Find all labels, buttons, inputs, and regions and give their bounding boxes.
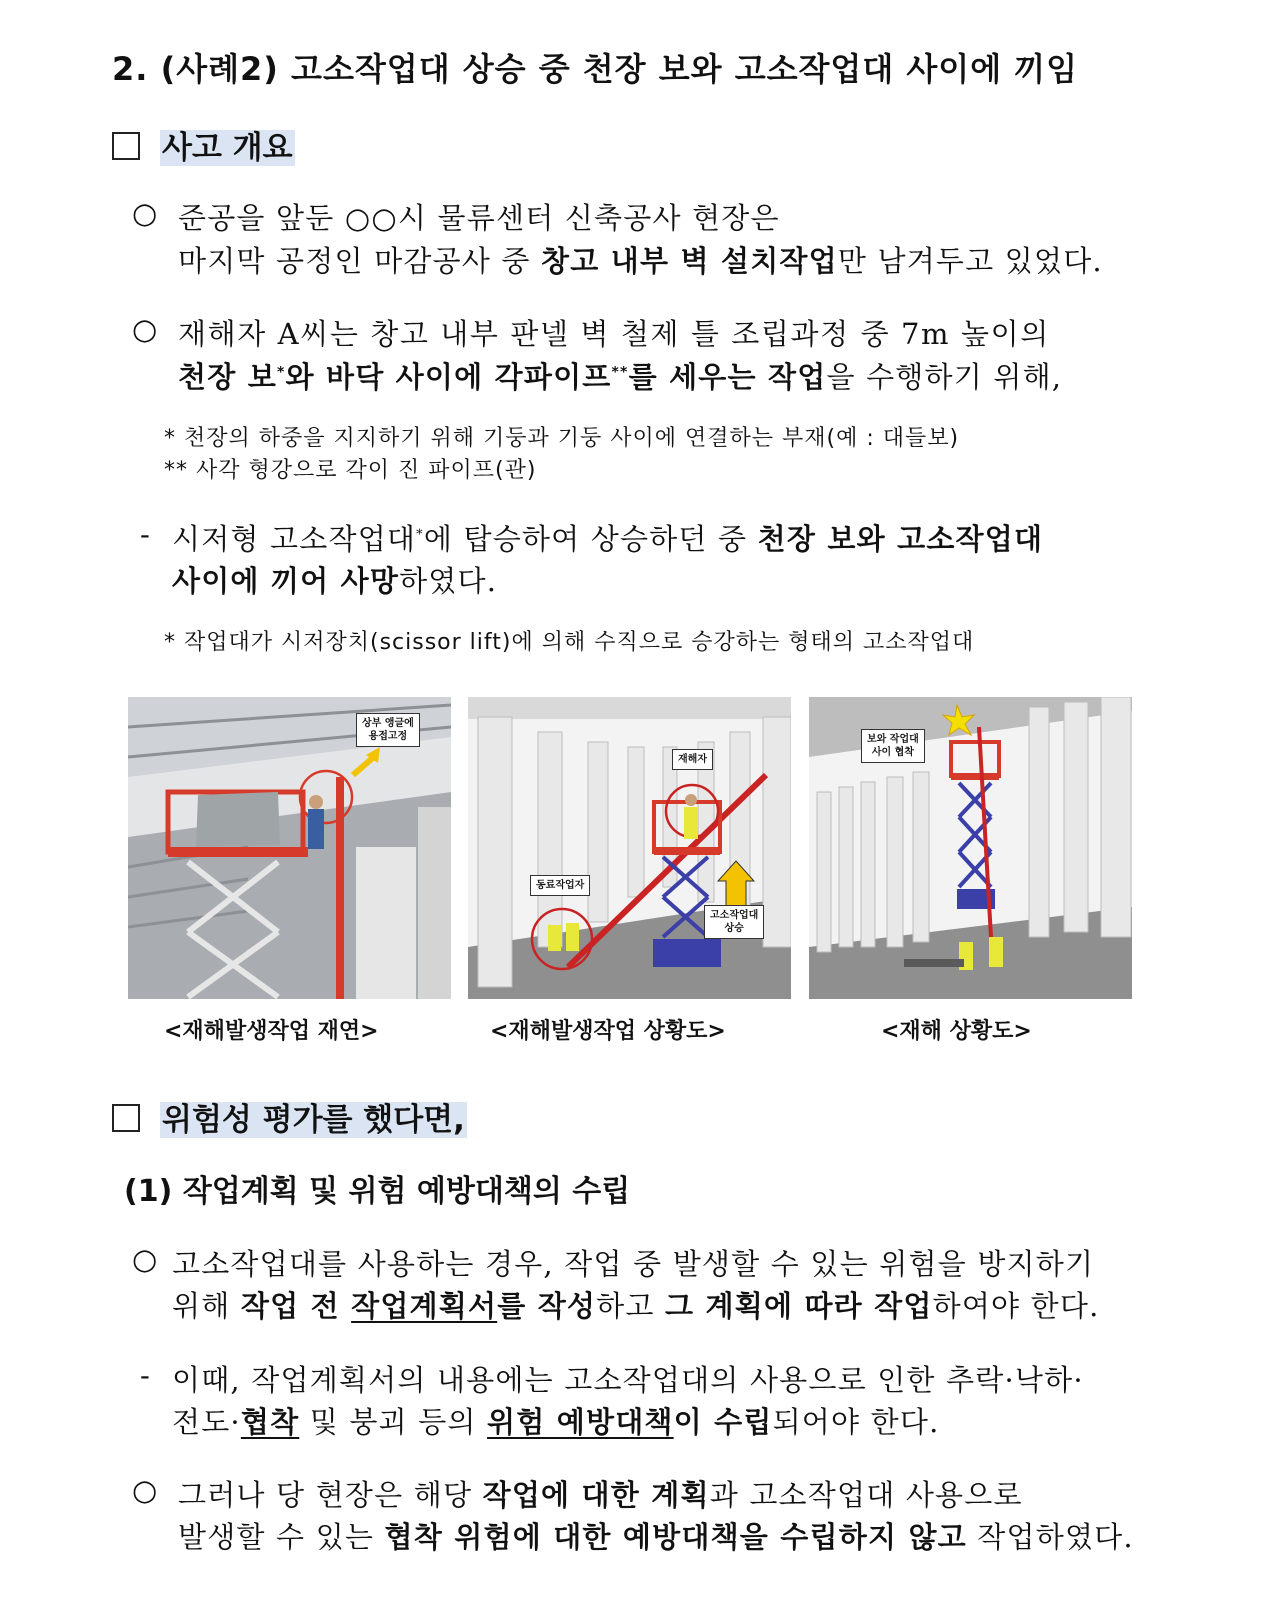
text-run: 발생할 수 있는 (178, 1520, 385, 1554)
figure-accident-diagram (809, 697, 1132, 999)
text-run: 하고 (596, 1289, 665, 1323)
section-heading-label: 사고 개요 (162, 130, 293, 166)
text-run: 되어야 한다. (772, 1405, 940, 1439)
bold-text: 를 작성 (497, 1289, 597, 1323)
paragraph-line (178, 1515, 1134, 1556)
paragraph-line (172, 1284, 1100, 1325)
paragraph-line (172, 517, 1043, 558)
text-run: 위해 (172, 1289, 241, 1323)
paragraph-line: 고소작업대를 사용하는 경우, 작업 중 발생할 수 있는 위험을 방지하기 (172, 1247, 1095, 1281)
bold-text: 를 세우는 작업 (628, 360, 827, 394)
checkbox-square-icon (112, 1104, 140, 1132)
bold-text: 협착 위험에 대한 예방대책을 수립하지 않고 (384, 1520, 967, 1554)
bullet-icon: ○ (132, 196, 159, 230)
bold-text: 천장 보 (178, 360, 277, 394)
annotation-tag-coworker: 동료작업자 (530, 875, 590, 896)
paragraph-line (178, 1473, 1023, 1514)
paragraph-line (178, 355, 1062, 396)
text-run: 과 고소작업대 사용으로 (709, 1478, 1023, 1512)
bold-text: 창고 내부 벽 설치작업 (541, 244, 838, 278)
bold-text: 작업에 대한 계획 (482, 1478, 710, 1512)
footnote-marker: ** (611, 364, 629, 381)
footnote-marker: * (416, 527, 424, 543)
dash-icon: - (140, 1358, 151, 1392)
text-run: 을 수행하기 위해, (826, 360, 1063, 394)
annotation-tag-lift (704, 905, 764, 939)
figure-situation-diagram (468, 697, 791, 999)
text-run: 작업하였다. (966, 1520, 1134, 1554)
section-heading-label: 위험성 평가를 했다면, (162, 1102, 465, 1138)
section-heading-risk-assessment (112, 1094, 467, 1139)
annotation-text: 보와 작업대 사이 협착 (867, 734, 919, 758)
bold-text: 이 수립 (673, 1405, 773, 1439)
annotation-tag-victim: 재해자 (672, 749, 713, 770)
text-run: 하였다. (399, 564, 498, 598)
situation-illustration (468, 697, 791, 999)
dash-icon: - (140, 517, 151, 551)
figure-reenactment-photo (128, 697, 451, 999)
text-run: 에 탑승하여 상승하던 중 (423, 522, 758, 556)
bold-text: 그 계획에 따라 작업 (665, 1289, 933, 1323)
bold-text: 와 바닥 사이에 각파이프 (285, 360, 612, 394)
checkbox-square-icon (112, 132, 140, 160)
text-run: 마지막 공정인 마감공사 중 (178, 244, 542, 278)
accident-illustration (809, 697, 1132, 999)
footnote: * 작업대가 시저장치(scissor lift)에 의해 수직으로 승강하는 형태의 고소작업대 (164, 630, 975, 655)
figure-caption: <재해 상황도> (881, 1019, 1032, 1044)
text-run: 그러나 당 현장은 해당 (178, 1478, 483, 1512)
paragraph-line (178, 239, 1103, 280)
page-title: 2. (사례2) 고소작업대 상승 중 천장 보와 고소작업대 사이에 끼임 (112, 50, 1079, 88)
paragraph-line: 이때, 작업계획서의 내용에는 고소작업대의 사용으로 인한 추락·낙하· (172, 1363, 1084, 1397)
annotation-tag (356, 713, 420, 747)
bold-text: 천장 보와 고소작업대 (757, 522, 1044, 556)
bullet-icon: ○ (132, 1242, 159, 1276)
section-heading-overview (112, 122, 295, 167)
paragraph-line (172, 559, 497, 600)
annotation-tag (861, 729, 925, 763)
bold-underlined-text: 협착 (240, 1405, 300, 1439)
footnote: ** 사각 형강으로 각이 진 파이프(관) (164, 458, 537, 483)
paragraph-line: 재해자 A씨는 창고 내부 판넬 벽 철제 틀 조립과정 중 7m 높이의 (178, 317, 1050, 351)
annotation-text: 고소작업대 상승 (710, 910, 759, 934)
text-run: 전도· (172, 1405, 241, 1439)
bullet-icon: ○ (132, 1473, 159, 1507)
text-run: 시저형 고소작업대 (172, 522, 417, 556)
footnote: * 천장의 하중을 지지하기 위해 기둥과 기둥 사이에 연결하는 부재(예 : 대들보) (164, 426, 960, 451)
footnote-marker: * (276, 364, 286, 381)
bold-text: 작업 전 (240, 1289, 352, 1323)
bold-underlined-text: 작업계획서 (351, 1289, 498, 1323)
text-run: 하여야 한다. (932, 1289, 1100, 1323)
bullet-icon: ○ (132, 312, 159, 346)
text-run: 만 남겨두고 있었다. (837, 244, 1103, 278)
figure-caption: <재해발생작업 상황도> (490, 1019, 726, 1044)
text-run: 및 붕괴 등의 (299, 1405, 488, 1439)
figure-caption: <재해발생작업 재연> (164, 1019, 379, 1044)
paragraph-line: 준공을 앞둔 ○○시 물류센터 신축공사 현장은 (178, 201, 780, 235)
paragraph-line (172, 1400, 940, 1441)
annotation-text: 상부 앵글에 용접고정 (362, 718, 414, 742)
bold-text: 사이에 끼어 사망 (172, 564, 400, 598)
subsection-heading: (1) 작업계획 및 위험 예방대책의 수립 (124, 1174, 631, 1209)
bold-underlined-text: 위험 예방대책 (487, 1405, 674, 1439)
